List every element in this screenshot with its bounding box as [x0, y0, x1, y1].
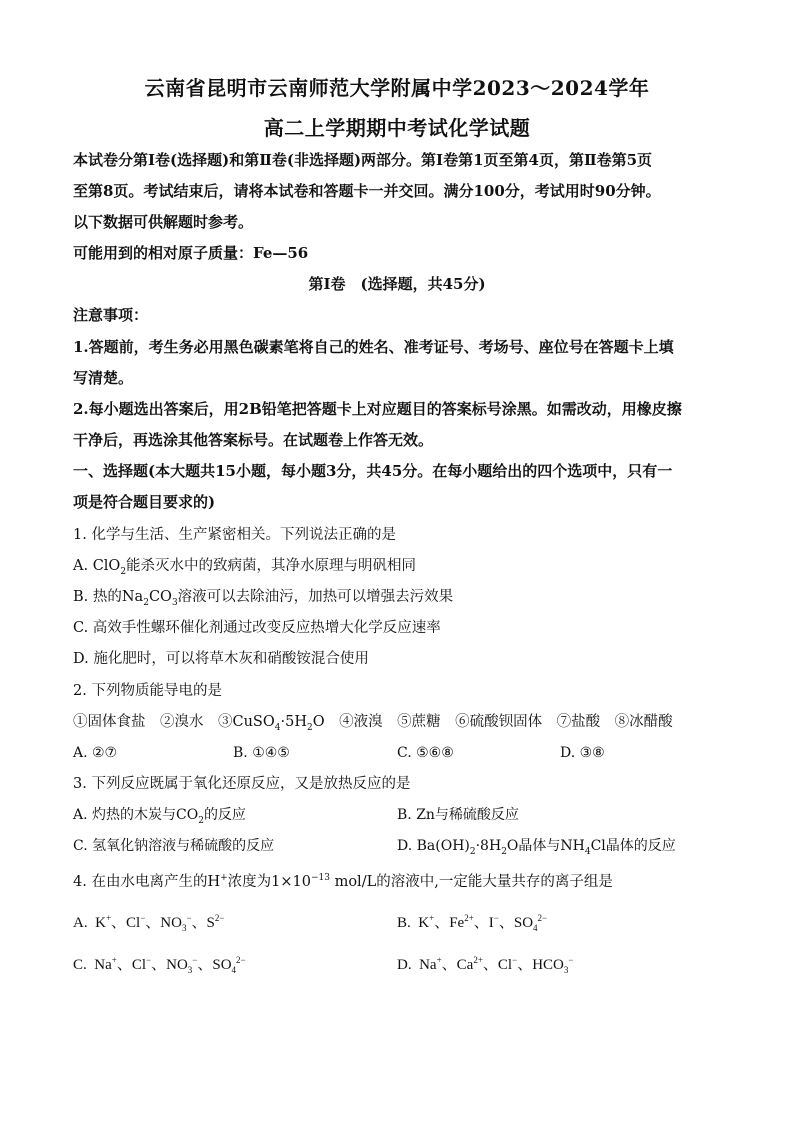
q1-option-c: C. 高效手性螺环催化剂通过改变反应热增大化学反应速率	[73, 620, 441, 636]
q2-option-c: C. ⑤⑥⑧	[397, 745, 454, 761]
q1-option-b: B. 热的$Na_2CO_3$溶液可以去除油污，加热可以增强去污效果	[73, 589, 454, 608]
q2-items: ①固体食盐 ②溴水 $③CuSO_4\cdot 5H_2O$ ④液溴 ⑤蔗糖 ⑥硫酸钡固体 ⑦盐酸 ⑧冰醋酸	[73, 714, 673, 733]
q2-stem: 2. 下列物质能导电的是	[73, 683, 222, 699]
q4-option-d: D. Na+、$Ca^{2+}$、Cl−、$HCO_3^-$	[397, 955, 574, 975]
q4-option-b: B. K+、$Fe^{2+}$、I−、$SO_4^{2-}$	[397, 913, 548, 933]
intro-line1: 本试卷分第Ⅰ卷(选择题)和第Ⅱ卷(非选择题)两部分。第Ⅰ卷第1页至第4页，第Ⅱ卷第5页	[73, 151, 653, 169]
q3-option-a: A. 灼热的木炭与$CO_2$的反应	[73, 807, 246, 826]
intro-line3: 以下数据可供解题时参考。	[73, 213, 254, 231]
q3-option-c: C. 氢氧化钠溶液与稀硫酸的反应	[73, 838, 275, 854]
note2-line1: 2.每小题选出答案后，用2B铅笔把答题卡上对应题目的答案标号涂黑。如需改动，用橡皮擦	[73, 400, 682, 418]
q2-option-d: D. ③⑧	[560, 745, 605, 761]
exam-title-line2: 高二上学期期中考试化学试题	[263, 116, 531, 140]
note1-line1: 1.答题前，考生务必用黑色碳素笔将自己的姓名、准考证号、考场号、座位号在答题卡上填	[73, 338, 674, 356]
q3-option-b: B. Zn与稀硫酸反应	[397, 807, 519, 823]
q2-option-b: B. ①④⑤	[233, 745, 290, 761]
q1-stem: 1. 化学与生活、生产紧密相关。下列说法正确的是	[73, 527, 396, 543]
q4-option-a: A. K+、Cl−、$NO_3^-$、$S^{2-}$	[73, 913, 225, 933]
q2-option-a: A. ②⑦	[73, 745, 118, 761]
q3-option-d: D. $Ba(OH)_2\cdot 8H_2O$晶体与$NH_4Cl$晶体的反应	[397, 838, 676, 857]
q3-stem: 3. 下列反应既属于氧化还原反应，又是放热反应的是	[73, 776, 411, 792]
intro-line2: 至第8页。考试结束后，请将本试卷和答题卡一并交回。满分100分，考试用时90分钟。	[73, 182, 661, 200]
note1-line2: 写清楚。	[73, 369, 134, 387]
part1-line2: 项是符合题目要求的)	[73, 493, 216, 511]
q1-option-d: D. 施化肥时，可以将草木灰和硝酸铵混合使用	[73, 651, 369, 667]
q1-option-a: A. ClO$_2$能杀灭水中的致病菌，其净水原理与明矾相同	[73, 558, 417, 577]
note2-line2: 干净后，再选涂其他答案标号。在试题卷上作答无效。	[73, 431, 434, 449]
section1-title: 第Ⅰ卷 (选择题，共45分)	[308, 275, 486, 293]
part1-line1: 一、选择题(本大题共15小题，每小题3分，共45分。在每小题给出的四个选项中，只有一	[73, 462, 673, 480]
notes-heading: 注意事项：	[73, 306, 149, 324]
q4-option-c: C. Na+、Cl−、$NO_3^-$、$SO_4^{2-}$	[73, 955, 246, 975]
intro-line4: 可能用到的相对原子质量：Fe—56	[73, 244, 309, 262]
exam-title-line1: 云南省昆明市云南师范大学附属中学2023～2024学年	[144, 76, 650, 100]
q4-stem: 4. 在由水电离产生的H+浓度为$1\times 10^{-13}$ mol/L的溶液中,一定能大量共存的离子组是	[73, 873, 613, 890]
